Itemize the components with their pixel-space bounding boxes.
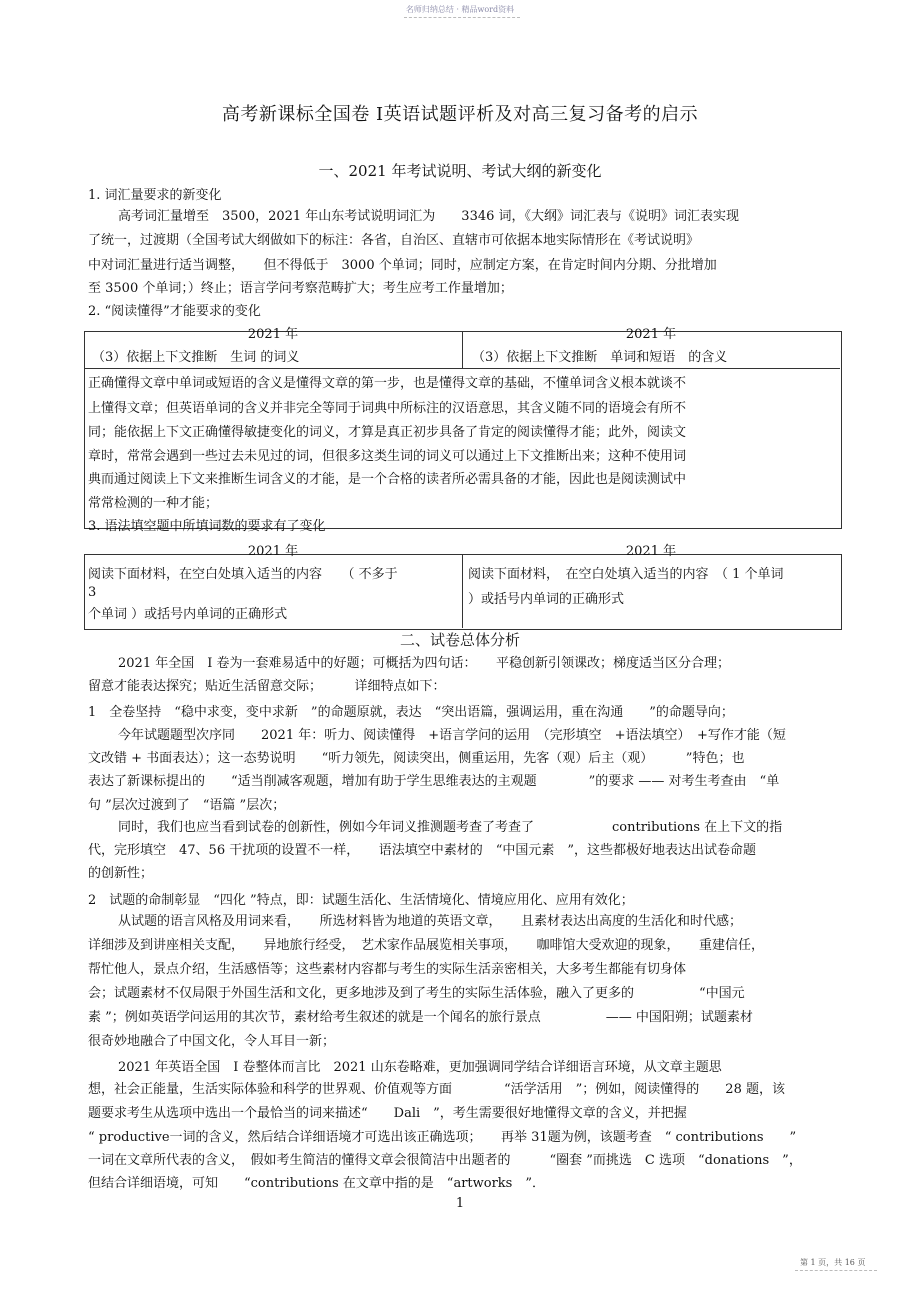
header-divider [404,17,520,18]
table-header-right: 2021 年 [625,327,677,342]
table-cell-left: 3 [88,585,97,600]
item-2-heading: 2. “阅读懂得”才能要求的变化 [88,304,261,319]
table-header-left: 2021 年 [247,544,299,559]
table-divider [462,554,463,628]
paragraph-line: 今年试题题型次序同 2021 年：听力、阅读懂得 +语言学问的运用 （完形填空 +语法填空） +写作才能（短 [118,728,786,743]
item-3-heading: 3. 语法填空题中所填词数的要求有了变化 [88,519,326,534]
paragraph-line: 的创新性； [88,866,154,881]
paragraph-line: 但结合详细语境，可知 “contributions 在文章中指的是 “artworks ”． [88,1176,545,1191]
paragraph-line: 详细涉及到讲座相关支配， 异地旅行经受， 艺术家作品展览相关事项， 咖啡馆大受欢迎的现象， 重建信任， [88,938,765,953]
paragraph-line: 代，完形填空 47、56 干扰项的设置不一样， 语法填空中素材的 “中国元素 ”，这些都极好地表达出试卷命题 [88,843,757,858]
paragraph-line: 很奇妙地融合了中国文化，令人耳目一新； [88,1034,336,1049]
paragraph-line: 2021 年英语全国 Ⅰ 卷整体而言比 2021 山东卷略难，更加强调同学结合详细语言环境，从文章主题思 [118,1060,722,1075]
paragraph-line: 句 ”层次过渡到了 “语篇 ”层次； [88,798,286,813]
table-cell-left: 阅读下面材料，在空白处填入适当的内容 （ 不多于 [88,567,398,582]
paragraph-line: 2 试题的命制彰显 “四化 ”特点，即：试题生活化、生活情境化、情境应用化、应用有效化； [88,893,634,908]
table-header-right: 2021 年 [625,544,677,559]
paragraph-line: 表达了新课标提出的 “适当削减客观题，增加有助于学生思维表达的主观题 ”的要求 —— 对考生考查由 “单 [88,774,780,789]
footer-divider [795,1270,877,1271]
table-cell-right: ）或括号内单词的正确形式 [468,592,625,607]
paragraph-line: 典而通过阅读上下文来推断生词含义的才能，是一个合格的读者所必需具备的才能，因此也是阅读测试中 [88,472,687,487]
paragraph-line: 留意才能表达探究；贴近生活留意交际； 详细特点如下： [88,679,446,694]
paragraph-line: 素 ”；例如英语学问运用的其次节，素材给考生叙述的就是一个闻名的旅行景点 —— 中国阳朔；试题素材 [88,1010,753,1025]
paragraph-line: “ productive一词的含义，然后结合详细语境才可选出该正确选项； 再举 31题为例，该题考查 “ contributions ” [88,1130,797,1145]
paragraph-line: 同；能依据上下文正确懂得敏捷变化的词义，才算是真正初步具备了肯定的阅读懂得才能；此外，阅读文 [88,425,687,440]
table-cell-left: （3）依据上下文推断 生词 的词义 [92,350,300,365]
paragraph-line: 中对词汇量进行适当调整， 但不得低于 3000 个单词；同时，应制定方案，在肯定时间内分期、分批增加 [88,258,717,273]
table-cell-right: 阅读下面材料， 在空白处填入适当的内容 （ 1 个单词 [468,567,784,582]
paragraph-line: 上懂得文章；但英语单词的含义并非完全等同于词典中所标注的汉语意思，其含义随不同的语境会有所不 [88,401,687,416]
paragraph-line: 高考词汇量增至 3500，2021 年山东考试说明词汇为 3346 词，《大纲》词汇表与《说明》词汇表实现 [118,209,740,224]
footer-page-count: 第 1 页，共 16 页 [800,1258,866,1267]
table-divider [84,368,840,369]
paragraph-line: 至 3500 个单词；）终止；语言学问考察范畴扩大；考生应考工作量增加； [88,281,513,296]
paragraph-line: 一词在文章所代表的含义， 假如考生简洁的懂得文章会很简洁中出题者的 “圈套 ”而挑选 C 选项 “donations ”， [88,1153,802,1168]
section-1-heading: 一、2021 年考试说明、考试大纲的新变化 [318,162,602,180]
header-note: 名师归纳总结 · 精品word资料 [405,5,515,14]
table-header-left: 2021 年 [247,327,299,342]
paragraph-line: 帮忙他人，景点介绍，生活感悟等；这些素材内容都与考生的实际生活亲密相关，大多考生都能有切身体 [88,962,687,977]
paragraph-line: 同时，我们也应当看到试卷的创新性，例如今年词义推测题考查了考查了 contributions 在上下文的指 [118,820,783,835]
paragraph-line: 2021 年全国 Ⅰ 卷为一套难易适中的好题；可概括为四句话： 平稳创新引领课改；梯度适当区分合理； [118,656,730,671]
table-cell-left: 个单词 ）或括号内单词的正确形式 [88,607,288,622]
document-title: 高考新课标全国卷 Ⅰ英语试题评析及对高三复习备考的启示 [221,104,699,125]
item-1-heading: 1. 词汇量要求的新变化 [88,188,222,203]
paragraph-line: 1 全卷坚持 “稳中求变，变中求新 ”的命题原就，表达 “突出语篇，强调运用，重在沟通 ”的命题导向； [88,705,734,720]
paragraph-line: 从试题的语言风格及用词来看， 所选材料皆为地道的英语文章， 且素材表达出高度的生活化和时代感； [118,914,743,929]
paragraph-line: 想，社会正能量，生活实际体验和科学的世界观、价值观等方面 “活学活用 ”；例如，阅读懂得的 28 题，该 [88,1082,785,1097]
table-cell-right: （3）依据上下文推断 单词和短语 的含义 [472,350,728,365]
paragraph-line: 文改错 + 书面表达）；这一态势说明 “听力领先，阅读突出，侧重运用，先客（观）后主（观） ”特色；也 [88,751,745,766]
paragraph-line: 正确懂得文章中单词或短语的含义是懂得文章的第一步，也是懂得文章的基础，不懂单词含义根本就谈不 [88,376,687,391]
paragraph-line: 题要求考生从选项中选出一个最恰当的词来描述“ Dali ”，考生需要很好地懂得文章的含义，并把握 [88,1106,687,1121]
paragraph-line: 章时，常常会遇到一些过去未见过的词，但很多这类生词的词义可以通过上下文推断出来；这种不使用词 [88,449,687,464]
section-2-heading: 二、试卷总体分析 [399,631,520,649]
paragraph-line: 常常检测的一种才能； [88,496,219,511]
paragraph-line: 了统一，过渡期（全国考试大纲做如下的标注：各省，自治区、直辖市可依据本地实际情形在《考试说明》 [88,233,700,248]
paragraph-line: 会；试题素材不仅局限于外国生活和文化，更多地涉及到了考生的实际生活体验，融入了更多的 “中国元 [88,986,745,1001]
page-number: 1 [455,1196,465,1211]
